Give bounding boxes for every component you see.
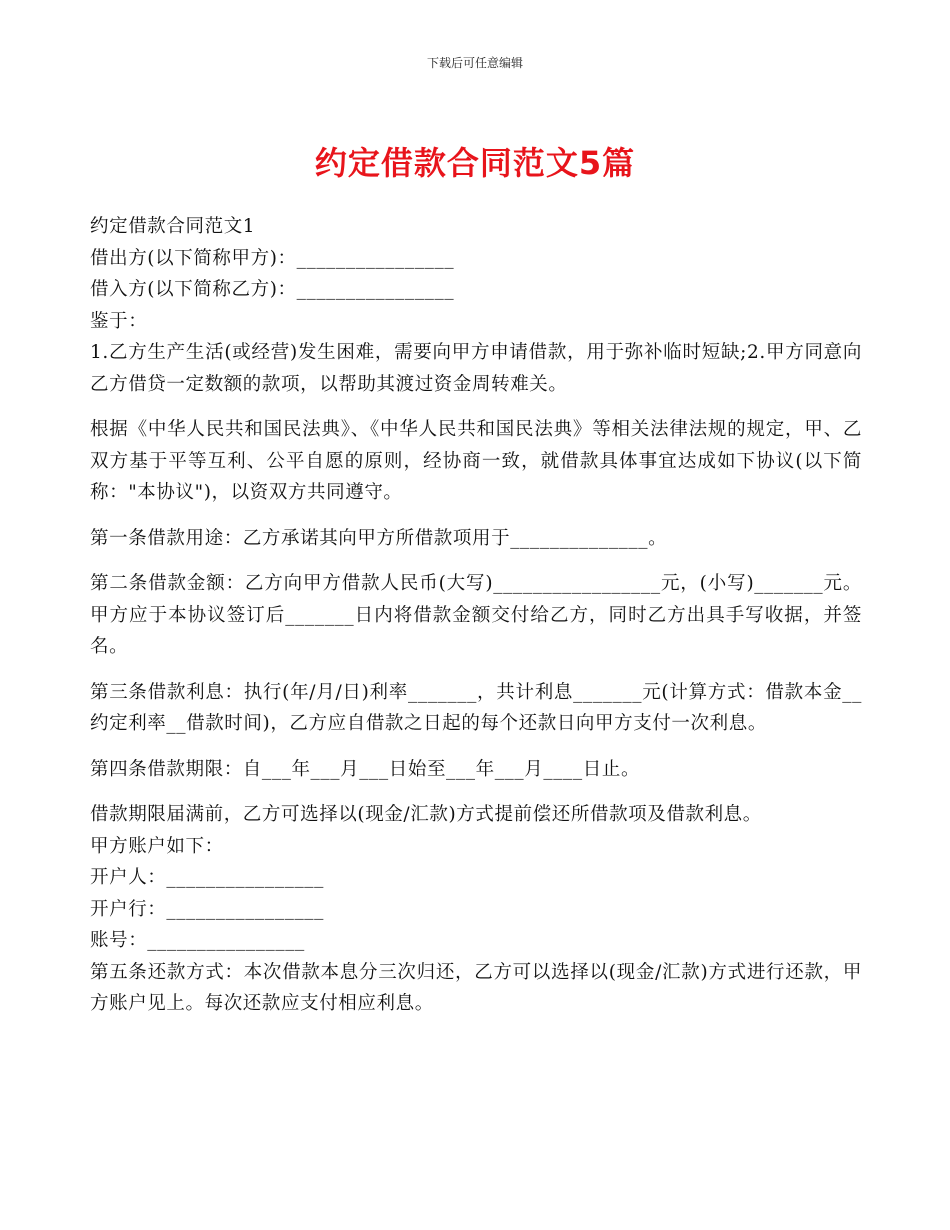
account-bank-field: 开户行：________________ bbox=[90, 898, 325, 920]
paragraph-gap bbox=[90, 663, 862, 677]
header-note: 下载后可任意编辑 bbox=[426, 56, 523, 70]
background-paragraph: 1.乙方生产生活(或经营)发生困难，需要向甲方申请借款，用于弥补临时短缺;2.甲方同意向乙方借贷一定数额的款项，以帮助其渡过资金周转难关。 bbox=[90, 342, 862, 395]
early-repayment-text: 借款期限届满前，乙方可选择以(现金/汇款)方式提前偿还所借款项及借款利息。 bbox=[90, 804, 762, 825]
article-2: 第二条借款金额：乙方向甲方借款人民币(大写)_________________元，(小写)_______元。甲方应于本协议签订后_______日内将借款金额交付给乙方，同时乙方出具手写收据，并签名。 bbox=[90, 573, 862, 657]
legal-basis-paragraph: 根据《中华人民共和国民法典》、《中华人民共和国民法典》等相关法律法规的规定，甲、乙双方基于平等互利、公平自愿的原则，经协商一致，就借款具体事宜达成如下协议(以下简称："本协议")，以资双方共同遵守。 bbox=[90, 419, 862, 503]
document-body bbox=[90, 211, 862, 1020]
document-title: 约定借款合同范文5篇 bbox=[314, 144, 636, 182]
account-intro: 甲方账户如下： bbox=[90, 835, 224, 857]
article-5: 第五条还款方式：本次借款本息分三次归还，乙方可以选择以(现金/汇款)方式进行还款，甲方账户见上。每次还款应支付相应利息。 bbox=[90, 961, 862, 1014]
article-4: 第四条借款期限：自___年___月___日始至___年___月____日止。 bbox=[90, 758, 641, 780]
account-number-field: 账号：________________ bbox=[90, 930, 305, 951]
borrower-field: 借入方(以下简称乙方)：________________ bbox=[90, 279, 455, 300]
paragraph-gap bbox=[90, 740, 862, 754]
paragraph-gap bbox=[90, 400, 862, 414]
account-holder-field: 开户人：________________ bbox=[90, 867, 325, 888]
article-3: 第三条借款利息：执行(年/月/日)利率_______，共计利息_______元(计算方式：借款本金__约定利率__借款时间)，乙方应自借款之日起的每个还款日向甲方支付一次利息。 bbox=[90, 681, 862, 734]
paragraph-gap bbox=[90, 554, 862, 568]
lender-field: 借出方(以下简称甲方)：________________ bbox=[90, 247, 455, 269]
article-1: 第一条借款用途：乙方承诺其向甲方所借款项用于______________。 bbox=[90, 527, 668, 549]
section-subtitle: 约定借款合同范文1 bbox=[90, 216, 256, 237]
paragraph-gap bbox=[90, 509, 862, 523]
whereas-label: 鉴于： bbox=[90, 310, 148, 332]
paragraph-gap bbox=[90, 785, 862, 799]
